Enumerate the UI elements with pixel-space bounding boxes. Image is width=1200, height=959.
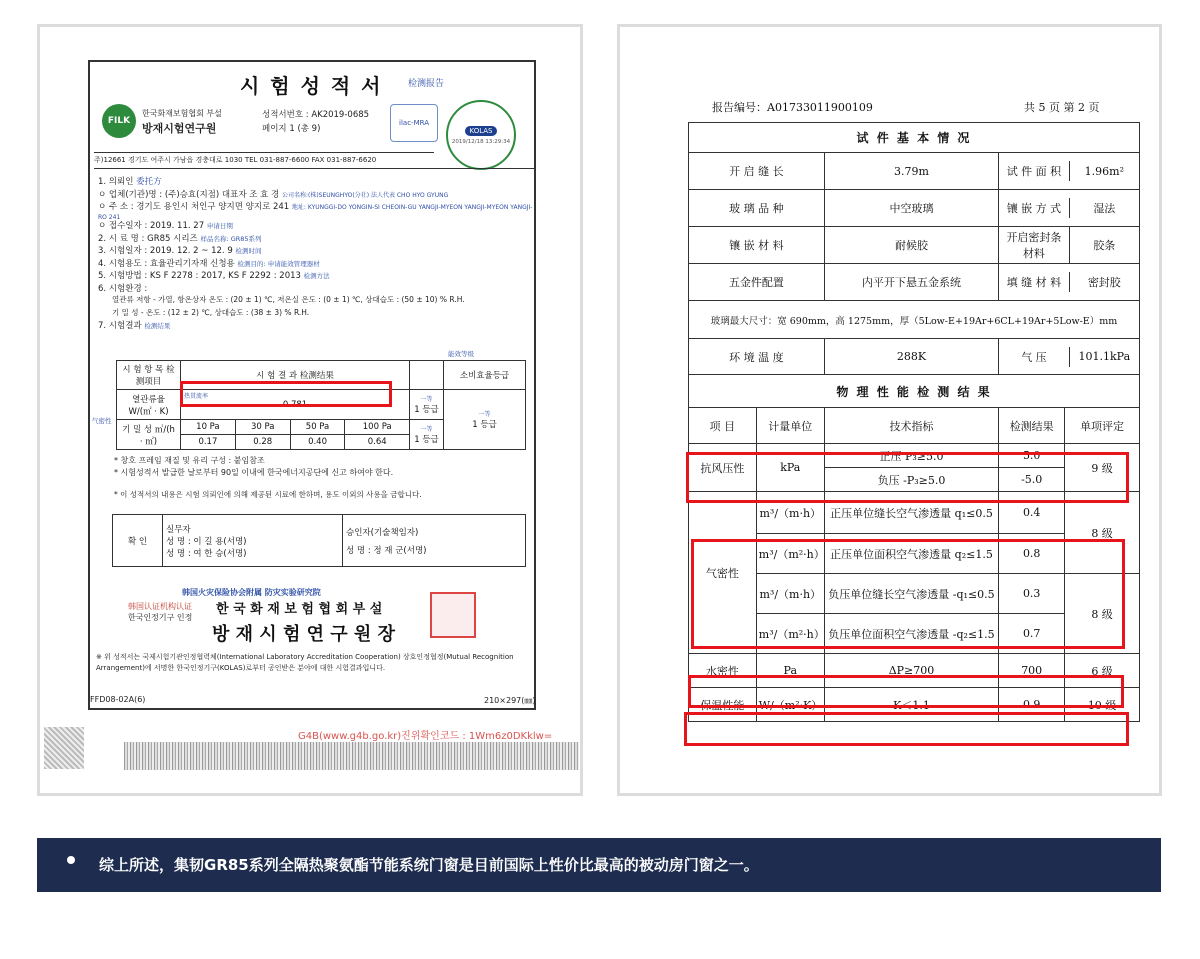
thermal-name: 保温性能 [689,688,757,722]
wind-grade: 9 级 [1065,444,1140,492]
filk-logo [102,104,136,138]
air-grade-cn: 一等 [420,426,433,433]
basic-value: 1.96m² [1084,164,1124,178]
basic-label: 填 缝 材 料 [999,272,1069,292]
report-items [98,175,534,332]
wind-spec: 正压 P₃≥5.0 [824,444,999,468]
item-row [98,188,534,201]
col-header: 检测结果 [999,408,1065,444]
item-label: 5. 시험방법 : KS F 2278 : 2017, KS F 2292 : 2013 [98,271,301,281]
result-header: 시 험 결 과 检测结果 [181,361,410,390]
address-divider [94,168,534,169]
u-grade [410,390,444,420]
confirm-label: 확 인 [113,515,163,567]
wind-highlight-box [686,452,1129,503]
basic-label: 试 件 面 积 [999,161,1069,181]
item-row [98,219,534,232]
thermal-highlight-box [684,712,1129,746]
item-row [98,232,534,245]
qr-code [44,727,84,769]
staff-cell [163,515,343,567]
u-value-highlight-box [180,381,392,407]
item-label: 기 밀 성 - 온도 : (12 ± 2) ℃, 상대습도 : (38 ± 3) % R.H. [112,307,310,317]
water-grade: 6 级 [1065,654,1140,688]
approver-cell [343,515,526,567]
air-value-cell: 0.40 [290,435,345,450]
pressure-cell: 10 Pa [181,420,236,435]
item-row [98,282,534,295]
lab-address: 주)12661 경기도 여주시 가남읍 경충대로 1030 TEL 031-887-6600 FAX 031-887-6620 [94,156,377,164]
item-label: ㅇ 업체(기관)명 : (주)승효(지점) 대표자 조 효 경 [98,189,280,200]
basic-label: 镶 嵌 材 料 [689,227,825,264]
thermal-spec: K＜1.1 [824,688,999,722]
item-row [98,307,534,320]
chinese-report-panel [617,24,1162,796]
pressure-cell: 50 Pa [290,420,345,435]
u-grade-cn: 一等 [420,396,433,403]
wind-unit: kPa [756,444,824,492]
basic-value: 中空玻璃 [824,190,999,227]
air-value-cell: 0.28 [235,435,290,450]
water-spec: ΔP≥700 [824,654,999,688]
security-barcode [124,742,579,770]
org-small: 한국화재보험협회 부설 [142,109,222,118]
footer-cn-1: 韩国火灾保险协会附属 防灾实验研究院 [182,588,321,597]
basic-pair [999,264,1140,301]
staff-signature-2: 성 명 : 여 한 승(서명) [166,548,247,559]
item-label: 2. 시 료 명 : GR85 시리즈 [98,233,198,244]
air-spec: 负压单位缝长空气渗透量 -q₁≤0.5 [824,574,999,614]
u-value: 0.781 [282,399,308,410]
item-label: 6. 시험환경 : [98,283,148,294]
basic-value: 胶条 [1093,239,1116,252]
pressure-label: 气 压 [999,347,1069,367]
cert-number: 성적서번호 : AK2019-0685 [262,110,370,120]
air-highlight-box [691,539,1125,649]
basic-value: 耐候胶 [824,227,999,264]
water-unit: Pa [756,654,824,688]
overall-grade-value: 1 등급 [472,420,497,430]
item-note: 委托方 [136,177,162,187]
footer-cn-2: 韩国认证机构认证 [128,602,192,611]
red-seal-stamp [430,592,476,638]
report-number: 报告编号：A01733011900109 [712,101,873,114]
mra-note: ※ 위 성적서는 국제시험기관인정협력체(International Laboratory Accreditation Cooperation) 상호인정협정(Mutual Recognition Arrangement)에 서명한 한국인정기구(KOLAS)로부터 공인받은 분야에 대한 시험결과입니다. [96,653,514,672]
energy-grade-label: 能效等级 [448,350,474,358]
approver-signature: 성 명 : 정 재 군(서명) [346,545,427,556]
wind-result: 5.0 [999,444,1065,468]
item-note: 检测时间 [235,247,262,255]
wind-name: 抗风压性 [689,444,757,492]
header-divider [94,152,434,153]
page-info: 共 5 页 第 2 页 [1024,101,1100,114]
water-name: 水密性 [689,654,757,688]
basic-value: 密封胶 [1087,276,1121,289]
air-result: 0.8 [999,534,1065,574]
report-title: 시 험 성 적 서 [240,74,383,98]
item-note: 公司名称:(株)SEUNGHYO(分社) 法人代表 CHO HYO GYUNG [281,191,449,199]
item-row [98,200,534,219]
air-value-cell: 0.17 [181,435,236,450]
air-grade-value: 1 등급 [414,435,439,445]
glass-size: 玻璃最大尺寸：宽 690mm，高 1275mm，厚（5Low-E+19Ar+6CL+19Ar+5Low-E）mm [689,301,1140,339]
air-label: 기 밀 성 ㎥/(h · ㎡) [117,420,181,450]
korean-report-panel [37,24,583,796]
kolas-logo-text: KOLAS [465,126,496,136]
pressure-cell: 30 Pa [235,420,290,435]
notes [114,455,534,501]
env-temp: 288K [824,339,999,375]
filk-logo-text: FILK [107,116,131,126]
summary-bar [37,838,1161,892]
item-note: 申请日期 [206,222,233,230]
summary-text: 综上所述，集韧GR85系列全隔热聚氨酯节能系统门窗是目前国际上性价比最高的被动房门窗之一。 [99,856,759,874]
item-label: 열관류 저항 - 가열, 항온상자 온도 : (20 ± 1) ℃, 저온실 온도 : (0 ± 1) ℃, 상대습도 : (50 ± 10) % R.H. [112,295,465,304]
kolas-seal [446,100,516,170]
result-header: 소비효율등급 [444,361,526,390]
item-label: ㅇ 주 소 : 경기도 용인시 처인구 양지면 양지로 241 [98,202,290,212]
u-value-label: 열관류율 W/(㎡ · K) [117,390,181,420]
item-note: 检测方法 [303,272,330,280]
air-result: 0.4 [999,492,1065,534]
wind-result: -5.0 [999,468,1065,492]
air-grade-pos: 8 级 [1065,492,1140,574]
seal-date: 2019/12/18 13:29:34 [451,138,511,145]
item-note: 地址: KYUNGGI-DO YONGIN-SI CHEOIN-GU YANGJI-MYEON YANGJI-MYEON YANGJI-RO 241 [98,204,533,219]
basic-value: 内平开下悬五金系统 [824,264,999,301]
air-grade-neg: 8 级 [1065,574,1140,654]
paper-size: 210×297(㎜) [484,696,536,705]
basic-label: 玻 璃 品 种 [689,190,825,227]
approver-label: 승인자(기술책임자) [346,527,419,538]
item-row [98,175,534,188]
thermal-unit: W/（m²·K） [756,688,824,722]
item-note: 检测结果 [144,322,171,330]
air-unit: m³/（m·h） [756,492,824,534]
air-value-cell: 0.64 [345,435,410,450]
basic-label: 开启密封条材料 [999,227,1069,263]
verify-code: G4B(www.g4b.go.kr)진위확인코드 : 1Wm6z0DKklw= [298,731,553,742]
footer-kr-3: 방 재 시 험 연 구 원 장 [212,624,395,645]
air-unit: m³/（m·h） [756,574,824,614]
report-title-cn: 检测报告 [408,79,445,89]
staff-signature-1: 성 명 : 이 길 용(서명) [166,536,247,547]
item-label: 4. 시험용도 : 효율관리기자재 신청용 [98,258,235,269]
form-number: FFD08-02A(6) [90,695,146,704]
basic-value: 湿法 [1093,202,1116,215]
wind-spec: 负压 -P₃≥5.0 [824,468,999,492]
col-header: 技术指标 [824,408,999,444]
u-grade-value: 1 등급 [414,405,439,415]
item-note: 样品名称: GR85系列 [200,234,262,243]
air-name: 气密性 [689,492,757,654]
basic-pair [999,227,1140,264]
basic-pair [999,190,1140,227]
water-highlight-box [688,675,1124,708]
footer-kr-2: 한 국 화 재 보 험 협 회 부 설 [216,602,383,617]
page-count: 페이지 1 (총 9) [262,124,321,134]
air-result: 0.7 [999,614,1065,654]
air-cn-label: 气密性 [92,417,112,425]
item-note: 检测目的: 申请能效管理器材 [237,259,320,268]
footer-kr-1: 한국인정기구 인정 [128,613,193,622]
item-row [98,269,534,282]
air-unit: m³/（m²·h） [756,534,824,574]
item-row [98,244,534,257]
item-label: ㅇ 접수일자 : 2019. 11. 27 [98,221,205,231]
confirmation-table [112,514,526,567]
overall-grade [444,390,526,450]
basic-label: 镶 嵌 方 式 [999,198,1069,218]
note-line: * 시험성적서 발급한 날로부터 90일 이내에 한국에너지공단에 신고 하여야 한다. [114,468,394,477]
air-grade [410,420,444,450]
u-value-cn: 热贯流率 [184,393,209,400]
item-label: 7. 시험결과 [98,321,142,331]
item-label: 1. 의뢰인 [98,177,134,187]
ilac-logo-text: ilac-MRA [399,119,429,127]
air-spec: 正压单位面积空气渗透量 q₂≤1.5 [824,534,999,574]
item-label: 3. 시험일자 : 2019. 12. 2 ~ 12. 9 [98,246,233,256]
org-name: 방재시험연구원 [142,122,217,135]
note-line: * 창호 프레임 재질 및 유리 구성 : 붙임참조 [114,456,265,465]
basic-pair [999,153,1140,190]
item-row [98,257,534,270]
pressure-pair [999,339,1140,375]
thermal-result: 0.9 [999,688,1065,722]
section1-title: 试 件 基 本 情 况 [689,123,1140,153]
item-row [98,294,534,307]
result-header-blank [410,361,444,390]
col-header: 计量单位 [756,408,824,444]
section2-title: 物 理 性 能 检 测 结 果 [689,375,1140,408]
air-spec: 正压单位缝长空气渗透量 q₁≤0.5 [824,492,999,534]
korean-report-document [88,60,536,710]
air-unit: m³/（m²·h） [756,614,824,654]
basic-label: 开 启 缝 长 [689,153,825,190]
item-row [98,319,534,332]
basic-value: 3.79m [824,153,999,190]
ilac-mra-logo [390,104,438,142]
air-spec: 负压单位面积空气渗透量 -q₂≤1.5 [824,614,999,654]
thermal-grade: 10 级 [1065,688,1140,722]
overall-grade-cn: 一等 [478,411,491,418]
pressure-cell: 100 Pa [345,420,410,435]
basic-label: 五金件配置 [689,264,825,301]
bullet-dot [67,856,75,864]
air-result: 0.3 [999,574,1065,614]
note-line: * 이 성적서의 내용은 시험 의뢰인에 의해 제공된 시료에 한하며, 용도 이외의 사용을 금합니다. [114,490,422,499]
env-label: 环 境 温 度 [689,339,825,375]
result-header: 시 험 항 목 检测项目 [117,361,181,390]
staff-label: 실무자 [166,524,191,535]
water-result: 700 [999,654,1065,688]
col-header: 单项评定 [1065,408,1140,444]
pressure-value: 101.1kPa [1078,350,1131,363]
col-header: 项 目 [689,408,757,444]
